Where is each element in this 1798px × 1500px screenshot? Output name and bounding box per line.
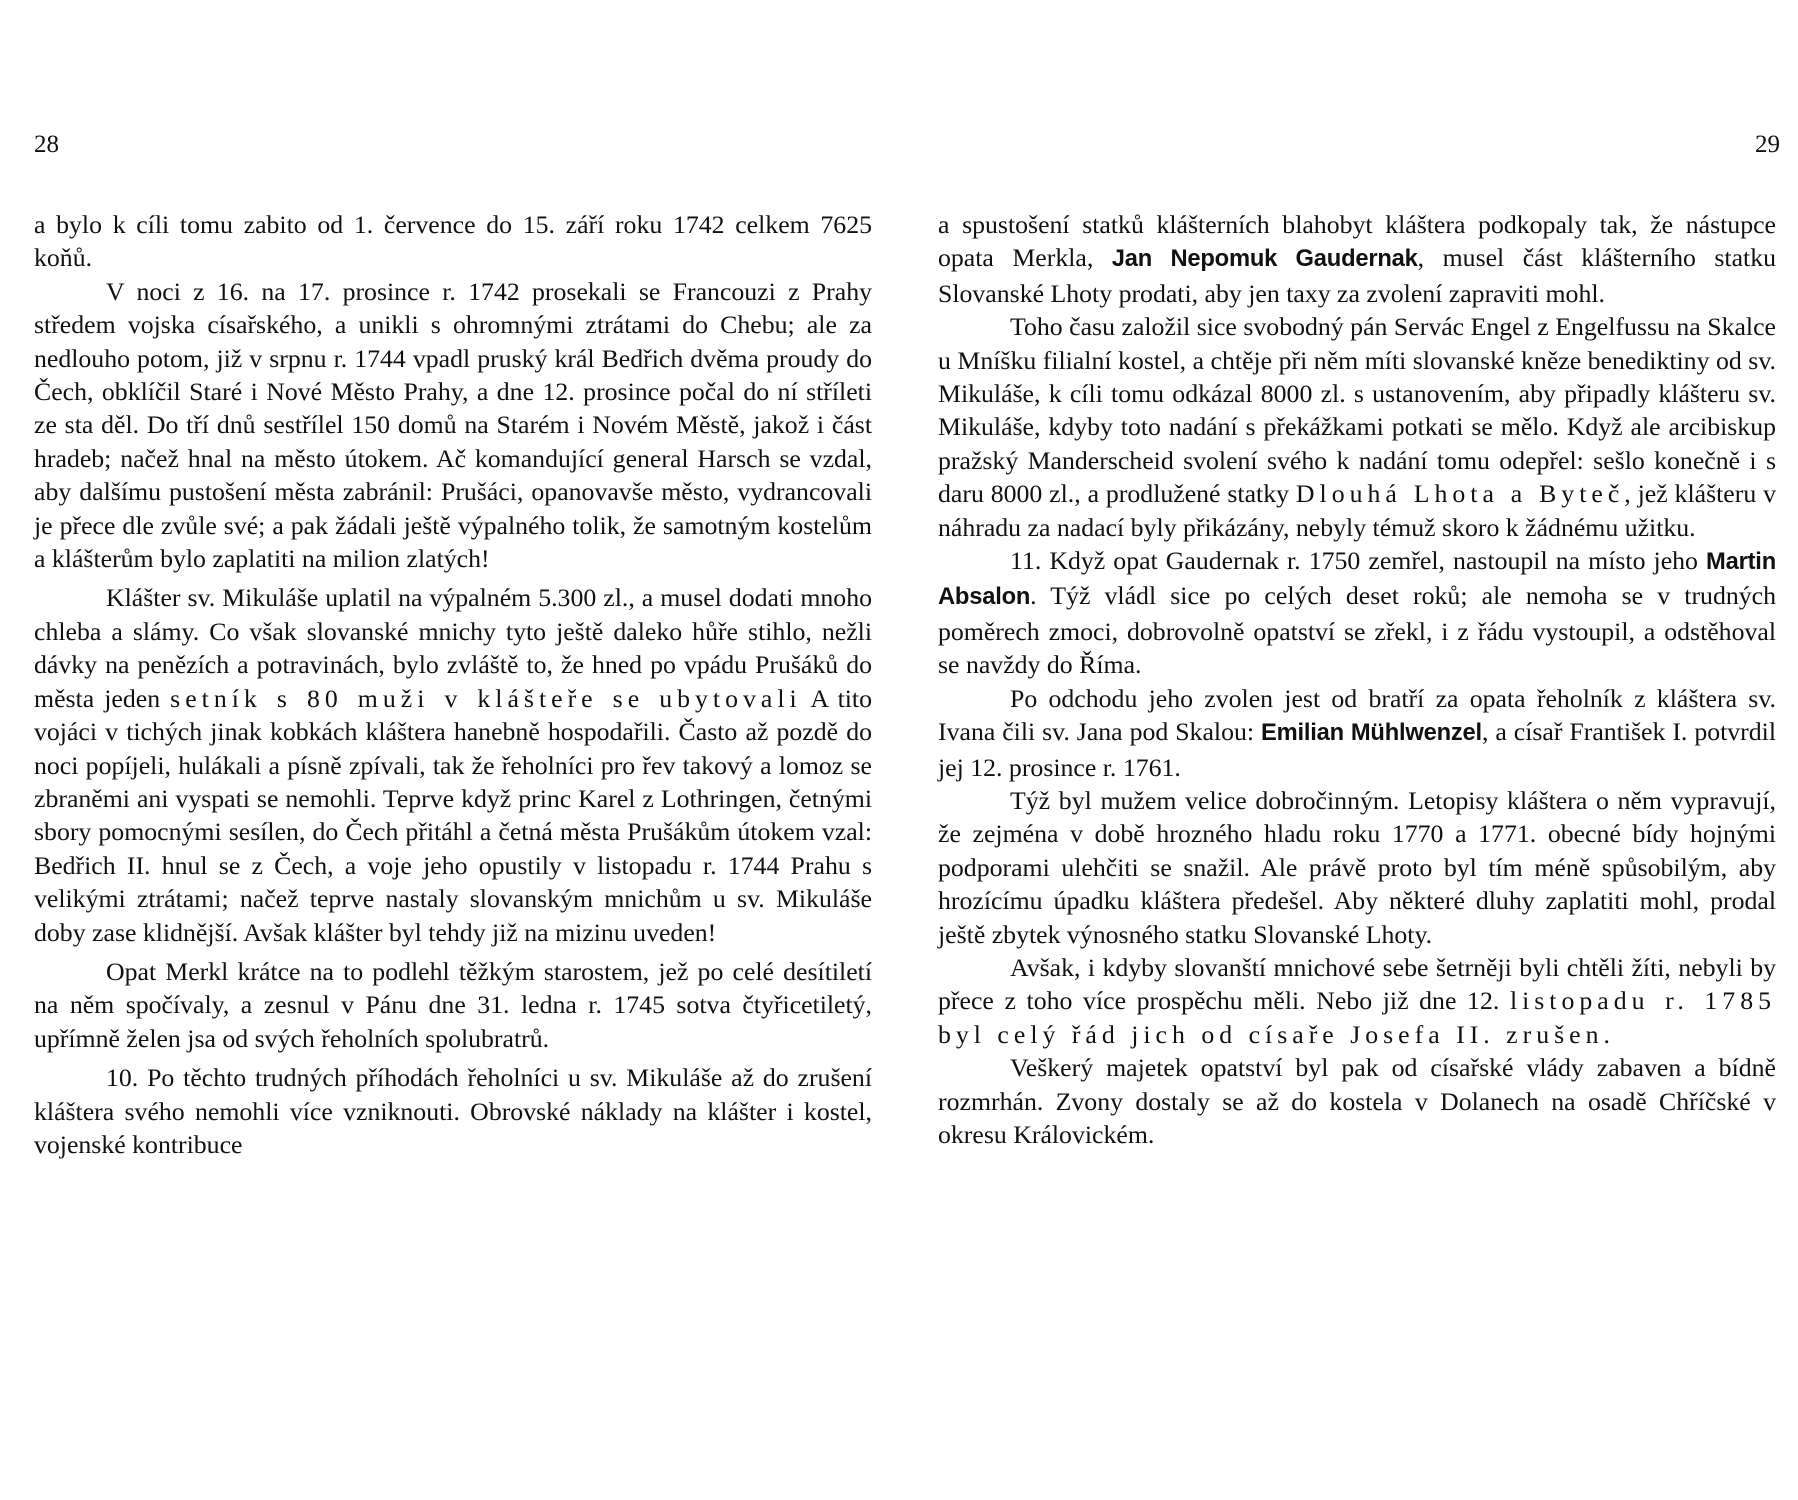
paragraph-text: , musel část klášterního statku Slovanské Lhoty prodati, aby jen taxy za zvolení zapraviti mohl. (938, 243, 1777, 308)
paragraph: Veškerý majetek opatství byl pak od císařské vlády zabaven a bídně rozmrhán. Zvony dostaly se až do kostela v Dolanech na osadě Chříčské v okresu Královickém. (938, 1053, 1776, 1149)
paragraph-text: Klášter sv. Mikuláše uplatil na výpalném 5.300 zl., a musel dodati mnoho chleba a slámy. Co však slovanské mnichy tyto ještě daleko hůře stihlo, nežli dávky na penězích a potravinách, bylo zvláště to, že hned po vpádu Prušáků do města jeden (34, 583, 872, 713)
paragraph-text: Toho času založil sice svobodný pán Servác Engel z Engelfussu na Skalce u Mníšku filialní kostel, a chtěje při něm míti slovanské kněze benediktiny od sv. Mikuláše, k cíli tomu odkázal 8000 zl. s ustanovením, aby připadly klášteru sv. Mikuláše, kdyby toto nadání s překážkami potkati se mělo. Když ale arcibiskup pražský Manderscheid svolení svého k nadání tomu odepřel: sešlo konečně i s daru 8000 zl., a prodlužené statky (938, 312, 1776, 509)
paragraph-text: , a císař František I. potvrdil jej 12. prosince r. 1761. (938, 717, 1777, 782)
person-name: Martin Absalon (938, 549, 1776, 611)
emphasized-text: Dlouhá Lhota a Byteč (1295, 479, 1625, 509)
paragraph-text: a spustošení statků klášterních blahobyt kláštera podkopaly tak, že nástupce opata Merkla, (938, 210, 1776, 273)
paragraph: Opat Merkl krátce na to podlehl těžkým starostem, jež po celé desítiletí na něm spočívaly, a zesnul v Pánu dne 31. ledna r. 1745 sotva čtyřicetiletý, upřímně želen jsa od svých řeholních spolubratrů. (34, 956, 872, 1053)
paragraph-text: . Týž vládl sice po celých deset roků; ale nemoha se v trudných poměrech zmoci, dobrovolně opatství se zřekl, i z řádu vystoupil, a odstěhoval se navždy do Říma. (938, 581, 1776, 680)
paragraph (938, 682, 1776, 784)
paragraph: V noci z 16. na 17. prosince r. 1742 prosekali se Francouzi z Prahy středem vojska císařského, a unikli s ohromnými ztrátami do Chebu; ale za nedlouho potom, již v srpnu r. 1744 vpadl pruský král Bedřich dvěma proudy do Čech, obklíčil Staré i Nové Město Prahy, a dne 12. prosince počal do ní střílеti ze sta děl. Do tří dnů sestřílel 150 domů na Starém i Novém Městě, jakož i část hradeb; načež hnal na město útokem. Ač komandující general Harsch se vzdal, aby dalšímu pustošení města zabránil: Prušáci, opanovavše město, vydrancovali je přece dle zvůle své; a pak žádali ještě výpalného tolik, že samotným kostelům a klášterům bylo zaplatiti na milion zlatých! (34, 276, 872, 574)
paragraph-text: Avšak, i kdyby slovanští mnichové sebe šetrněji byli chtěli žíti, nebyli by přece z toho více prospěchu měli. Nebo již dne 12. (938, 952, 1776, 1016)
paragraph-text: , jež klášteru v náhradu za nadací byly přikázány, nebyly témuž skoro k žádnému užitku. (938, 479, 1776, 542)
paragraph-text: A tito vojáci v tichých jinak kobkách kláštera hanebně hospodařili. Často až pozdě do noci popíjeli, hulákali a písně zpívali, tak že řeholníci pro řev takový a lomoz se zbraněmi ani vyspati se nemohli. Teprve když princ Karel z Lothringen, četnými sbory pomocnými sesílen, do Čech přitáhl a četná města Prušákům útokem vzal: Bedřich II. hnul se z Čech, a voje jeho opustily v listopadu r. 1744 Prahu s velikými ztrátami; načež teprve nastaly slovanským mnichům u sv. Mikuláše doby zase klidnější. Avšak klášter byl tehdy již na mizinu uveden! (34, 683, 872, 947)
emphasized-text: listopadu r. 1785 byl celý řád jich od císaře Josefa II. zrušen. (938, 986, 1776, 1049)
paragraph (938, 208, 1776, 310)
paragraph (938, 310, 1776, 544)
left-page-text (34, 208, 872, 1161)
right-page-text (938, 208, 1776, 1151)
emphasized-text: setník s 80 muži v klášteře se ubytovali (170, 683, 802, 713)
paragraph: Týž byl mužem velice dobročinným. Letopisy kláštera o něm vypravují, že zejména v době hrozného hladu roku 1770 a 1771. obecné bídy hojnými podporami ulehčiti se snažil. Ale právě proto byl tím méně spůsobilým, aby hrozícímu úpadku kláštera předešel. Aby některé dluhy zaplatiti mohl, prodal ještě zbytek výnosného statku Slovanské Lhoty. (938, 785, 1776, 949)
paragraph-text: Po odchodu jeho zvolen jest od bratří za opata řeholník z kláštera sv. Ivana čili sv. Jana pod Skalou: (938, 683, 1776, 747)
person-name: Jan Nepomuk Gaudernak (1111, 246, 1418, 273)
paragraph: 10. Po těchto trudných příhodách řeholníci u sv. Mikuláše až do zrušení kláštera svého nemohli více vzniknouti. Obrovské náklady na klášter i kostel, vojenské kontribuce (34, 1063, 872, 1159)
page-number-left: 28 (34, 131, 59, 158)
paragraph-text: 11. Když opat Gaudernak r. 1750 zemřel, nastoupil na místo jeho (1010, 546, 1698, 576)
paragraph (938, 544, 1776, 682)
paragraph (34, 581, 872, 948)
page-number-right: 29 (1755, 131, 1780, 158)
person-name: Emilian Mühlwenzel (1261, 720, 1482, 747)
paragraph (938, 951, 1776, 1051)
paragraph: a bylo k cíli tomu zabito od 1. července do 15. září roku 1742 celkem 7625 koňů. (34, 210, 872, 273)
